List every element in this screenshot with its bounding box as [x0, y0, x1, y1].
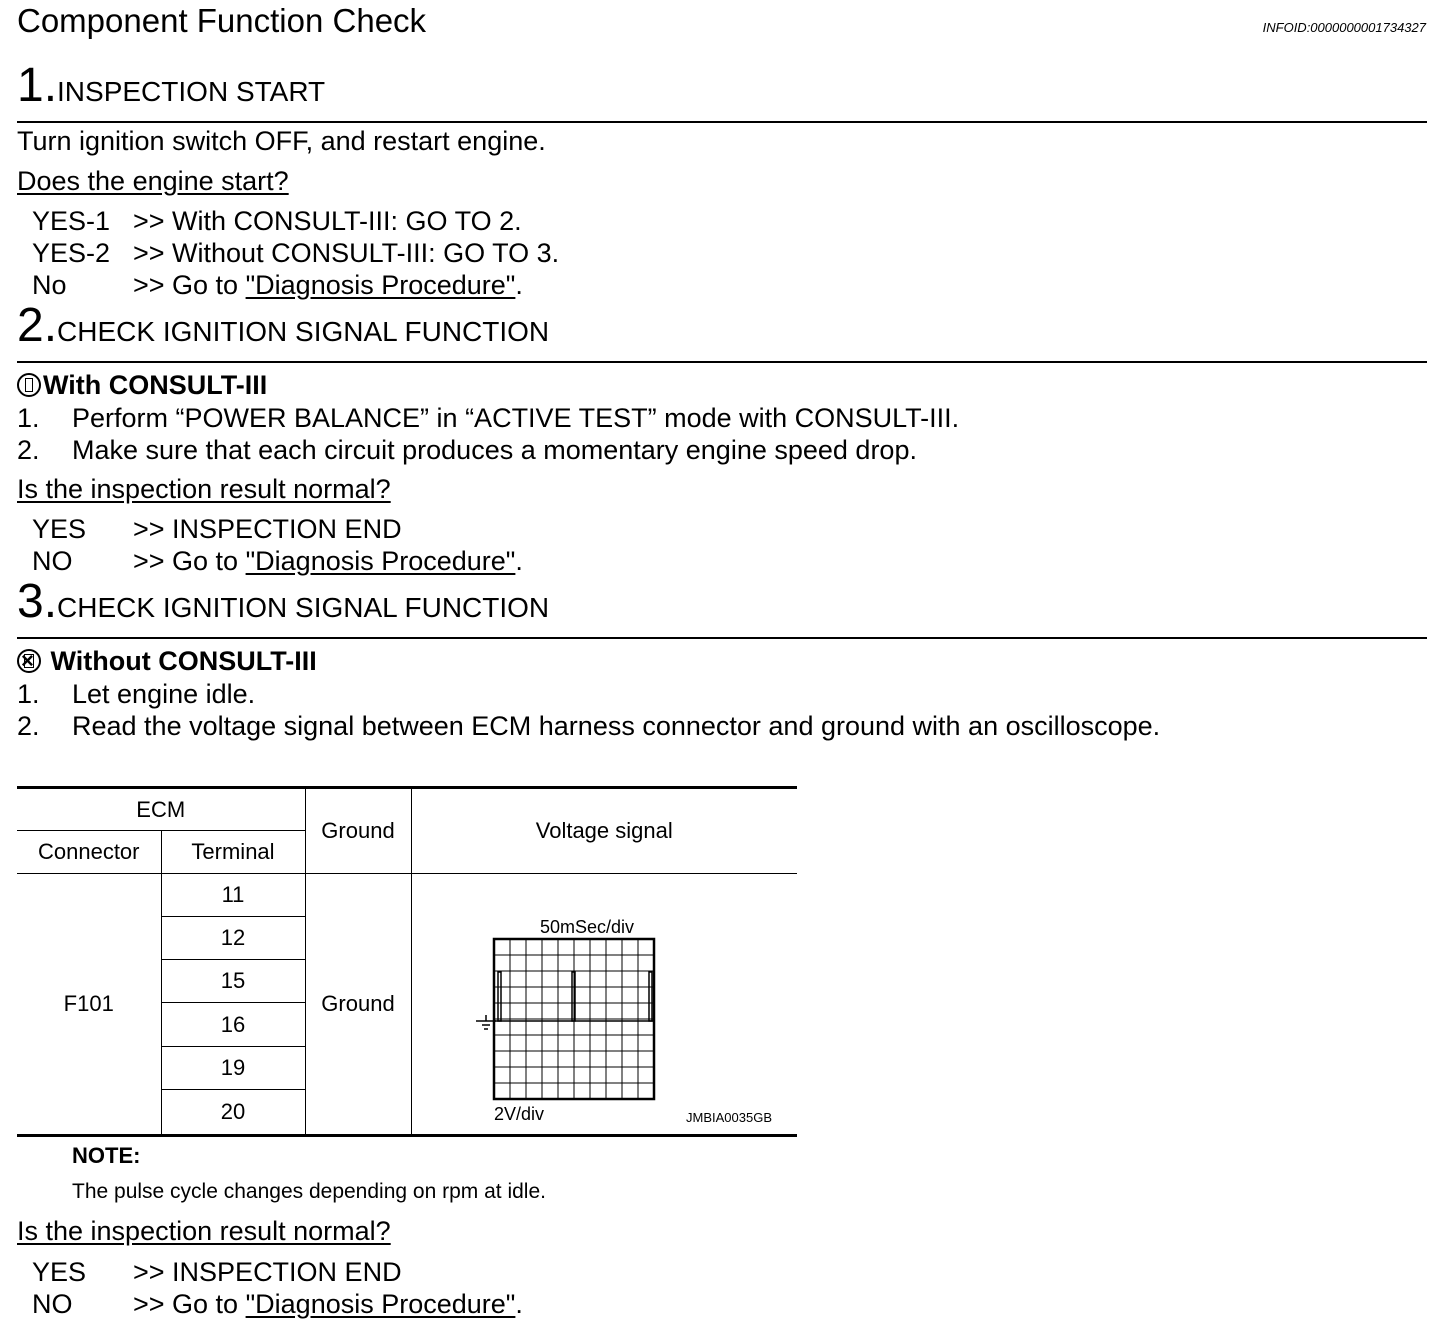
- step-2-option-text: [133, 546, 523, 577]
- oscilloscope-figure: [412, 874, 797, 1134]
- option-text-prefix: >> Go to: [133, 270, 246, 300]
- terminal-header: Terminal: [161, 831, 305, 874]
- step-3-option-text: [133, 1289, 523, 1320]
- step-2-heading: [17, 298, 549, 353]
- step-3-option-text: >> INSPECTION END: [133, 1257, 402, 1287]
- step-3-option-key: YES: [32, 1257, 87, 1287]
- ecm-header: ECM: [17, 788, 305, 831]
- option-text-prefix: >> Go to: [133, 1289, 246, 1319]
- step-2-number: 2.: [17, 299, 58, 352]
- ground-cell: Ground: [305, 874, 411, 1136]
- list-number: 1.: [17, 679, 40, 709]
- step-2-option-key: YES: [32, 514, 87, 544]
- step-2-mode: [17, 370, 267, 401]
- step-2-option-text: >> INSPECTION END: [133, 514, 402, 544]
- scope-pulse: [498, 972, 501, 1021]
- step-1-instruction: Turn ignition switch OFF, and restart engine.: [17, 126, 546, 156]
- note-heading: NOTE:: [72, 1143, 141, 1168]
- consult-device-icon: [17, 373, 41, 397]
- list-number: 1.: [17, 403, 40, 433]
- option-text-prefix: >> Go to: [133, 546, 246, 576]
- terminal-cell: 19: [161, 1046, 305, 1089]
- step-1-option-key: No: [32, 270, 67, 300]
- step-1-heading: [17, 58, 325, 113]
- time-division-label: 50mSec/div: [539, 917, 634, 937]
- terminal-cell: 16: [161, 1003, 305, 1046]
- step-2-mode-label: With CONSULT-III: [43, 370, 268, 400]
- diagnosis-procedure-link[interactable]: "Diagnosis Procedure": [245, 1289, 516, 1319]
- no-consult-device-icon: [17, 649, 41, 673]
- option-text-suffix: .: [515, 270, 523, 300]
- image-code: JMBIA0035GB: [685, 1110, 772, 1125]
- list-item: Let engine idle.: [72, 679, 256, 709]
- step-2-question: Is the inspection result normal?: [17, 474, 391, 504]
- terminal-cell: 12: [161, 917, 305, 960]
- page-title: Component Function Check: [17, 2, 427, 39]
- terminal-cell: 20: [161, 1089, 305, 1135]
- step-2-divider: [17, 361, 1427, 363]
- step-1-title: INSPECTION START: [57, 76, 326, 107]
- diagnosis-procedure-link[interactable]: "Diagnosis Procedure": [245, 546, 516, 576]
- step-3-number: 3.: [17, 575, 58, 628]
- step-3-divider: [17, 637, 1427, 639]
- step-1-question: Does the engine start?: [17, 166, 289, 196]
- list-item: Perform “POWER BALANCE” in “ACTIVE TEST” mode with CONSULT-III.: [72, 403, 960, 433]
- step-1-number: 1.: [17, 59, 58, 112]
- step-3-mode-label: Without CONSULT-III: [50, 646, 317, 676]
- connector-cell: F101: [17, 874, 161, 1136]
- ecm-signal-table: [17, 786, 797, 1137]
- list-item: Read the voltage signal between ECM harness connector and ground with an oscilloscope.: [72, 711, 1161, 741]
- step-1-option-text: >> Without CONSULT-III: GO TO 3.: [133, 238, 560, 268]
- diagnosis-procedure-link[interactable]: "Diagnosis Procedure": [245, 270, 516, 300]
- voltage-signal-header: Voltage signal: [411, 788, 797, 874]
- connector-header: Connector: [37, 839, 140, 864]
- voltage-signal-cell: [411, 874, 797, 1136]
- step-1-option-text: [133, 270, 523, 301]
- step-1-option-key: YES-1: [32, 206, 111, 236]
- option-text-suffix: .: [515, 546, 523, 576]
- step-1-option-text: >> With CONSULT-III: GO TO 2.: [133, 206, 522, 236]
- step-3-option-key: NO: [32, 1289, 73, 1319]
- list-number: 2.: [17, 711, 40, 741]
- step-2-option-key: NO: [32, 546, 73, 576]
- step-1-divider: [17, 121, 1427, 123]
- step-3-title: CHECK IGNITION SIGNAL FUNCTION: [57, 592, 550, 623]
- terminal-cell: 11: [161, 874, 305, 917]
- step-3-question: Is the inspection result normal?: [17, 1216, 391, 1246]
- scope-pulse: [649, 972, 652, 1021]
- step-3-heading: [17, 574, 549, 629]
- terminal-cell: 15: [161, 960, 305, 1003]
- list-item: Make sure that each circuit produces a momentary engine speed drop.: [72, 435, 917, 465]
- ground-header: Ground: [305, 788, 411, 874]
- info-id: INFOID:0000000001734327: [1262, 20, 1426, 35]
- note-text: The pulse cycle changes depending on rpm at idle.: [72, 1180, 546, 1203]
- step-1-option-key: YES-2: [32, 238, 111, 268]
- oscilloscope-waveform: [412, 874, 797, 1134]
- voltage-division-label: 2V/div: [493, 1104, 544, 1124]
- step-3-mode: [17, 646, 317, 677]
- step-2-title: CHECK IGNITION SIGNAL FUNCTION: [57, 316, 550, 347]
- list-number: 2.: [17, 435, 40, 465]
- option-text-suffix: .: [515, 1289, 523, 1319]
